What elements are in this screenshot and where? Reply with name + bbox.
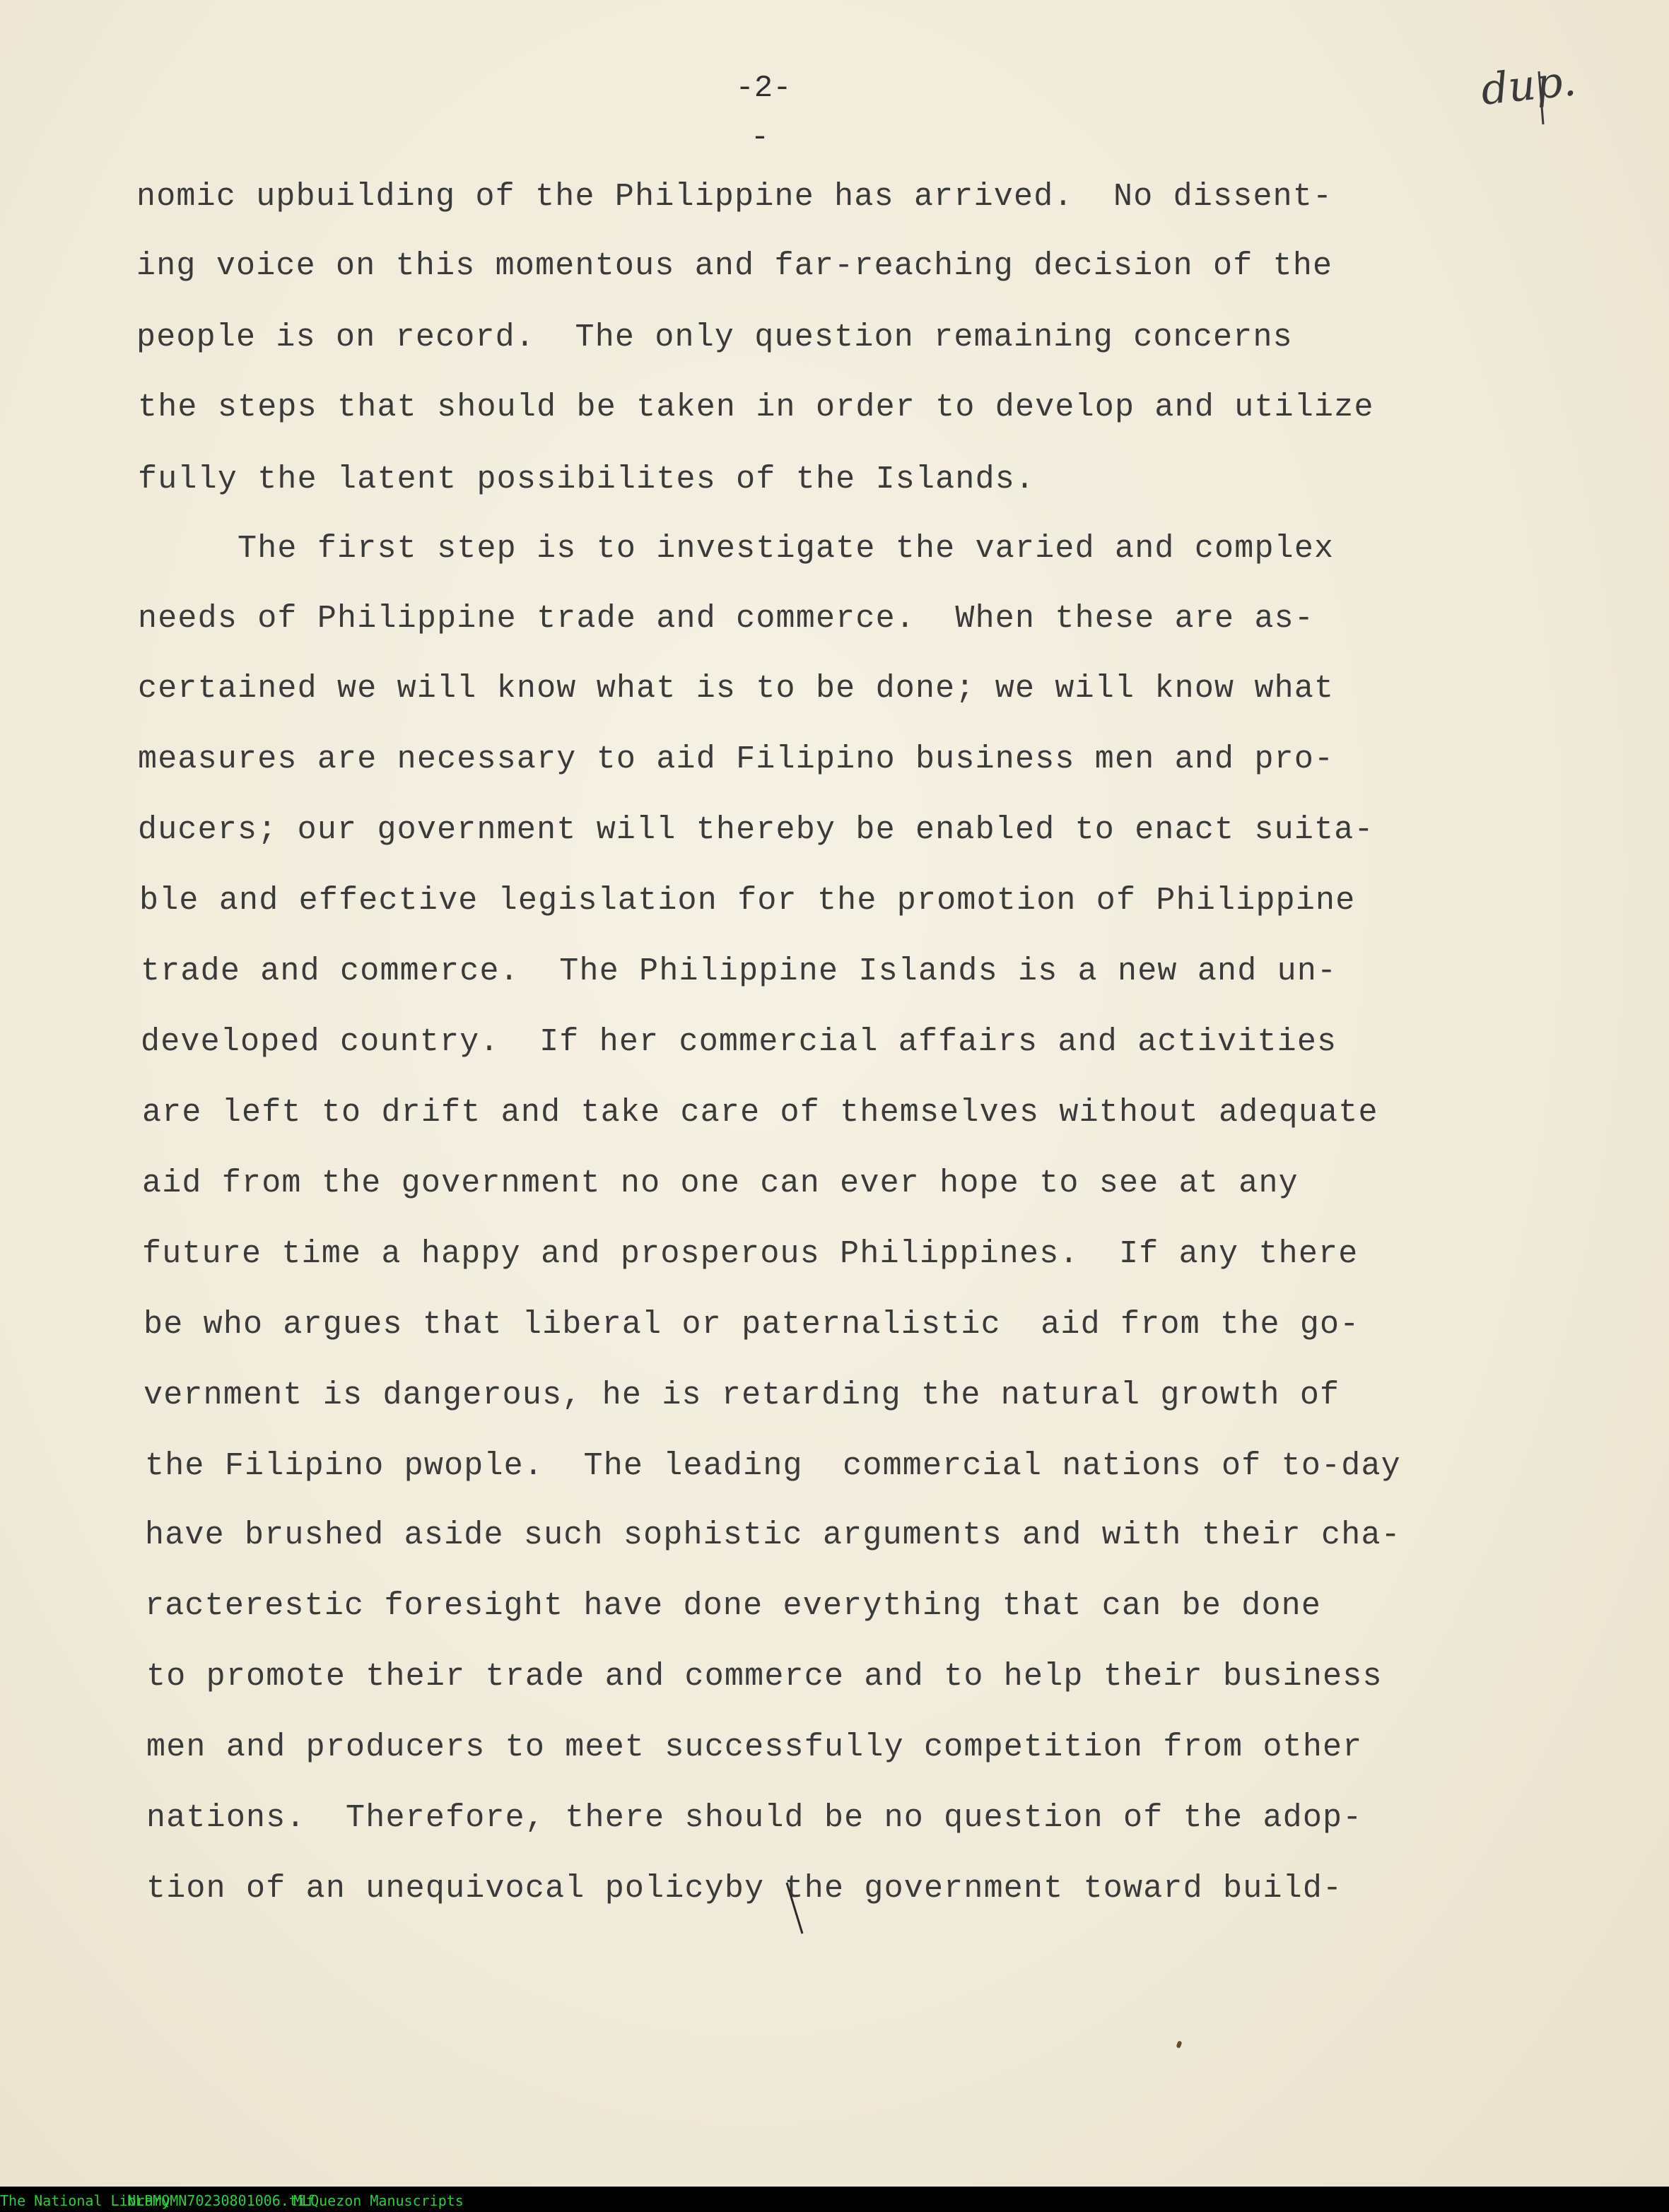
footer-collection: MLQuezon Manuscripts [293, 2192, 464, 2209]
text-line: people is on record. The only question remaining concerns [136, 319, 1293, 355]
text-line: tion of an unequivocal policyby the government toward build- [146, 1871, 1343, 1907]
handwritten-annotation [1478, 40, 1615, 131]
text-line: racterestic foresight have done everything that can be done [145, 1588, 1322, 1624]
text-line: trade and commerce. The Philippine Islands is a new and un- [141, 953, 1337, 989]
text-line: nomic upbuilding of the Philippine has arrived. No dissent- [136, 179, 1333, 215]
text-line: have brushed aside such sophistic arguments and with their cha- [145, 1517, 1401, 1553]
handwritten-slash-mark [781, 1880, 809, 1936]
footer-library: The National Library [0, 2192, 170, 2209]
text-line: vernment is dangerous, he is retarding the natural growth of [144, 1377, 1340, 1413]
text-line: nations. Therefore, there should be no question of the adop- [146, 1800, 1363, 1836]
text-line: The first step is to investigate the varied and complex [138, 531, 1335, 567]
text-line: ble and effective legislation for the promotion of Philippine [139, 883, 1356, 919]
text-line: to promote their trade and commerce and to help their business [146, 1659, 1383, 1695]
text-line: developed country. If her commercial affairs and activities [141, 1024, 1337, 1060]
text-line: ing voice on this momentous and far-reaching decision of the [136, 248, 1333, 284]
text-line: measures are necessary to aid Filipino business men and pro- [138, 741, 1335, 777]
text-line: needs of Philippine trade and commerce. When these are as- [138, 601, 1315, 637]
text-line: men and producers to meet successfully competition from other [146, 1729, 1363, 1765]
text-line: ducers; our government will thereby be enabled to enact suita- [138, 812, 1374, 848]
annotation-text: dup. [1478, 56, 1579, 115]
page-number-dash: - [750, 120, 770, 155]
page-number: -2- [735, 71, 792, 106]
paper-speck [1176, 2040, 1182, 2048]
text-line: the steps that should be taken in order to develop and utilize [138, 389, 1374, 425]
text-line: the Filipino pwople. The leading commercial nations of to-day [145, 1448, 1401, 1484]
footer-file: NLPMQMN70230801006.tif [127, 2192, 315, 2209]
annotation-stroke [1478, 40, 1615, 131]
text-line: fully the latent possibilites of the Islands. [138, 461, 1036, 498]
text-line: certained we will know what is to be done; we will know what [138, 671, 1335, 707]
text-line: aid from the government no one can ever hope to see at any [142, 1165, 1299, 1201]
text-line: be who argues that liberal or paternalistic aid from the go- [144, 1307, 1360, 1343]
text-line: future time a happy and prosperous Philippines. If any there [142, 1236, 1359, 1272]
text-line: are left to drift and take care of themselves without adequate [142, 1095, 1378, 1131]
archive-footer-bar [0, 2187, 1669, 2212]
